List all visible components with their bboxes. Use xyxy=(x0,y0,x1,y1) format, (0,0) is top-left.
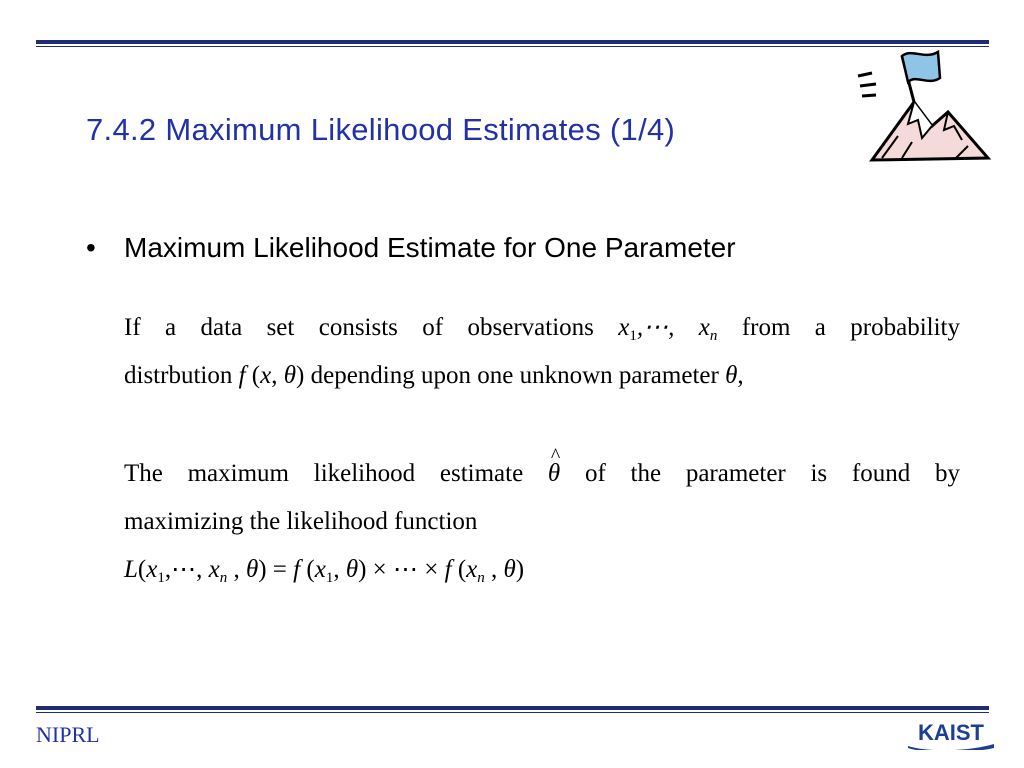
likelihood-formula: $L(x_1,\cdots$, $x_n$ , θ) = f ($x_1$, θ) × ⋯ × f ($x_n$ , θ) xyxy=(124,556,525,586)
bullet-item xyxy=(86,232,736,264)
header-rule xyxy=(36,40,989,47)
bullet-dot: • xyxy=(86,232,96,263)
footer-rule xyxy=(36,706,989,713)
density-expression: f (x, θ) xyxy=(238,362,305,389)
theta-hat-symbol: ^ θ xyxy=(548,450,560,498)
definition-paragraph xyxy=(124,304,960,400)
mountain-flag-icon xyxy=(852,46,992,170)
estimate-paragraph xyxy=(124,450,960,546)
slide-title: 7.4.2 Maximum Likelihood Estimates (1/4) xyxy=(86,112,676,147)
paragraph2-line2: maximizing the likelihood function xyxy=(124,508,478,535)
kaist-logo xyxy=(906,718,996,750)
parameter-symbol: θ xyxy=(725,362,738,389)
bullet-text: Maximum Likelihood Estimate for One Parameter xyxy=(124,232,736,263)
observations-expression: $x_1,\cdots$, $x_n$ xyxy=(618,314,718,344)
footer-label: NIPRL xyxy=(36,722,100,747)
paragraph2-line1: The maximum likelihood estimate ^ θ of the parameter is found by xyxy=(124,450,960,498)
paragraph1-line2: distrbution f (x, θ) depending upon one unknown parameter θ, xyxy=(124,362,744,389)
logo-text: KAIST xyxy=(918,720,984,745)
paragraph1-line1: If a data set consists of observations $x_1,\cdots$, $x_n$ from a probability xyxy=(124,314,960,344)
